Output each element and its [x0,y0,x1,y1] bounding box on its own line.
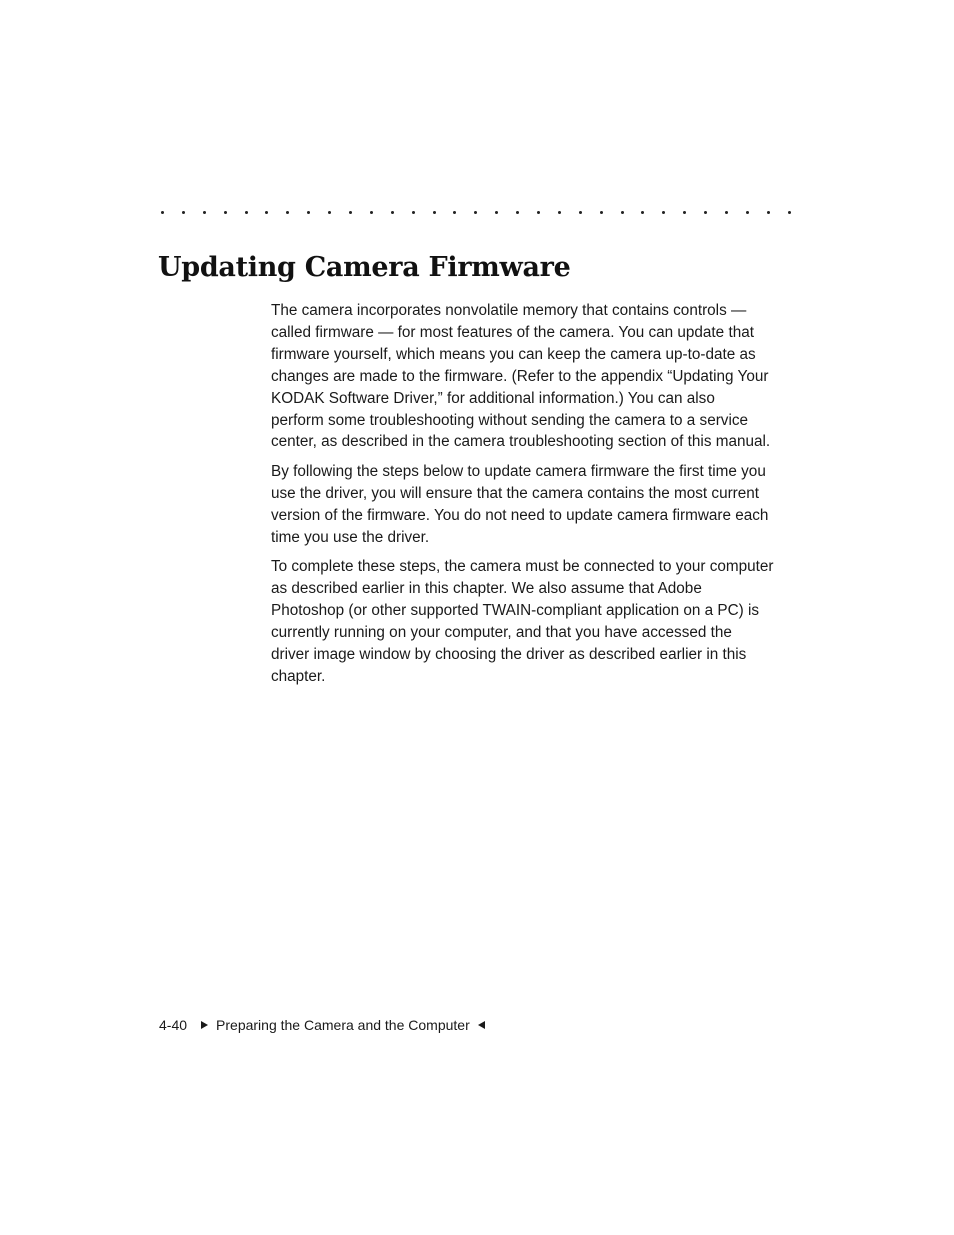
rule-dot [286,211,289,214]
body-text [271,300,801,695]
paragraph-first-time [271,461,801,549]
rule-dot [579,211,582,214]
rule-dot [433,211,436,214]
text-line: time you use the driver. [271,528,430,546]
triangle-right-icon [201,1021,208,1029]
text-line: chapter. [271,667,326,685]
page-number: 4-40 [159,1017,188,1033]
text-line: center, as described in the camera troubleshooting section of this manual. [271,433,771,451]
rule-dot [516,211,519,214]
rule-dot [182,211,185,214]
text-line: called firmware — for most features of the camera. You can update that [271,323,754,341]
text-line: By following the steps below to update camera firmware the first time you [271,462,766,480]
paragraph-requirements [271,556,801,687]
text-line: firmware yourself, which means you can keep the camera up-to-date as [271,345,756,363]
rule-dot [245,211,248,214]
rule-dot [412,211,415,214]
chapter-title: Preparing the Camera and the Computer [216,1017,470,1033]
rule-dot [788,211,791,214]
text-line: The camera incorporates nonvolatile memory that contains controls — [271,302,747,319]
dotted-rule [161,206,791,218]
rule-dot [495,211,498,214]
rule-dot [600,211,603,214]
text-line: use the driver, you will ensure that the camera contains the most current [271,484,760,502]
rule-dot [391,211,394,214]
text-line: version of the firmware. You do not need to update camera firmware each [271,506,769,524]
rule-dot [203,211,206,214]
rule-dot [704,211,707,214]
rule-dot [725,211,728,214]
rule-dot [621,211,624,214]
text-line: To complete these steps, the camera must be connected to your computer [271,557,774,575]
rule-dot [328,211,331,214]
rule-dot [662,211,665,214]
rule-dot [683,211,686,214]
triangle-left-icon [478,1021,485,1029]
rule-dot [349,211,352,214]
rule-dot [370,211,373,214]
rule-dot [767,211,770,214]
page-title: Updating Camera Firmware [158,252,571,283]
text-line: perform some troubleshooting without sending the camera to a service [271,411,749,429]
rule-dot [474,211,477,214]
rule-dot [746,211,749,214]
text-line: changes are made to the firmware. (Refer to the appendix “Updating Your [271,367,769,385]
rule-dot [558,211,561,214]
rule-dot [453,211,456,214]
text-line: as described earlier in this chapter. We also assume that Adobe [271,579,702,597]
rule-dot [307,211,310,214]
rule-dot [224,211,227,214]
rule-dot [537,211,540,214]
text-line: Photoshop (or other supported TWAIN-compliant application on a PC) is [271,601,760,619]
text-line: driver image window by choosing the driver as described earlier in this [271,645,747,663]
rule-dot [641,211,644,214]
rule-dot [161,211,164,214]
rule-dot [265,211,268,214]
text-line: currently running on your computer, and that you have accessed the [271,623,732,641]
paragraph-intro [271,300,801,453]
page-footer [159,1017,485,1033]
text-line: KODAK Software Driver,” for additional information.) You can also [271,389,715,407]
